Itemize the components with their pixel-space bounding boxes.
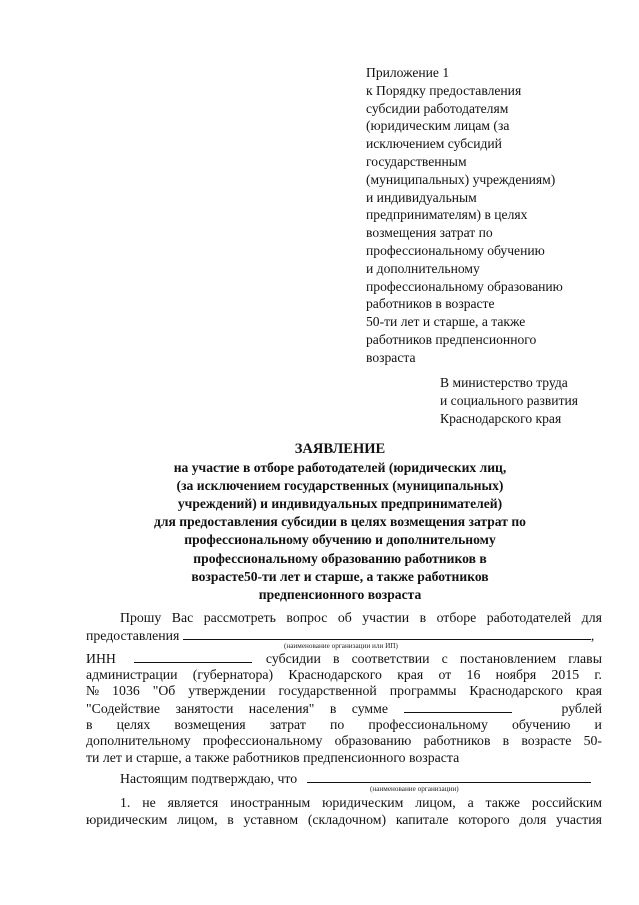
- word: профессиональному: [202, 733, 323, 749]
- word: возрасте: [521, 733, 572, 749]
- word: 2015: [551, 666, 580, 682]
- word: "Содействие: [86, 700, 161, 716]
- word: (складочном): [307, 811, 387, 827]
- title-line: учреждений) и индивидуальных предпринимателей): [177, 496, 503, 512]
- word: целях: [116, 716, 151, 732]
- word: субсидии: [265, 651, 321, 667]
- word: Краснодарского: [469, 683, 563, 699]
- word: государственной: [278, 683, 377, 699]
- word: г.: [594, 666, 602, 682]
- word: в: [419, 610, 427, 625]
- word: затрат: [269, 716, 306, 732]
- word: вопрос: [286, 610, 328, 625]
- appendix-line: 50-ти лет и старше, а также: [366, 314, 526, 330]
- word: лицом,: [415, 794, 456, 810]
- word: в: [227, 811, 234, 827]
- body-line9: ти лет и старше, а также работников предпенсионного возраста: [86, 749, 460, 765]
- title-line: профессиональному обучению и дополнительному: [184, 532, 496, 548]
- word: соответствии: [351, 651, 430, 667]
- addressee-line: В министерство труда: [440, 375, 568, 390]
- word: рассмотреть: [203, 610, 276, 625]
- title-line: для предоставления субсидии в целях возмещения затрат по: [154, 514, 526, 530]
- confirm-label: Настоящим подтверждаю, что: [120, 771, 298, 787]
- amount-line: [86, 700, 602, 717]
- amount-line-start: [86, 701, 388, 718]
- title-line: предпенсионного возраста: [258, 586, 422, 602]
- body-line7: [86, 717, 602, 734]
- word: профессиональному: [368, 716, 488, 732]
- inn-field[interactable]: [134, 650, 252, 663]
- word: утверждении: [188, 683, 266, 699]
- body-line5: [86, 683, 602, 700]
- comma: ,: [590, 627, 595, 643]
- word: (губернатора): [192, 666, 274, 682]
- word: от: [438, 666, 452, 682]
- word: об: [337, 610, 352, 625]
- word: с: [441, 651, 448, 667]
- word: также: [485, 794, 521, 810]
- addressee-line: Краснодарского края: [440, 411, 562, 426]
- word: программы: [389, 683, 457, 699]
- word: которого: [458, 811, 510, 827]
- word: участии: [362, 610, 410, 625]
- word: населения": [248, 700, 315, 716]
- word: сумме: [351, 700, 388, 716]
- appendix-line: профессиональному обучению: [366, 242, 545, 258]
- word: работодателей: [486, 610, 572, 625]
- inn-line: [86, 650, 602, 667]
- appendix-line: и индивидуальным: [366, 189, 477, 205]
- body-line12: [86, 812, 602, 829]
- word: в: [86, 716, 93, 732]
- appendix-line: и дополнительному: [366, 260, 480, 276]
- appendix-line: работников предпенсионного: [366, 331, 537, 347]
- word: капитале: [395, 811, 449, 827]
- confirm-line: [86, 770, 602, 794]
- word: ноября: [495, 666, 537, 682]
- body-line8: [86, 733, 602, 750]
- word: в: [332, 651, 340, 667]
- appendix-line: Приложение 1: [366, 65, 450, 80]
- p1-line2: [86, 627, 602, 650]
- word: отборе: [436, 610, 477, 625]
- word: участия: [556, 811, 602, 827]
- word: дополнительному: [86, 733, 191, 749]
- word: 1036: [112, 683, 140, 699]
- word: иностранным: [230, 794, 311, 810]
- document-title: [80, 440, 600, 604]
- organization-name-field[interactable]: [183, 627, 591, 640]
- title-line: (за исключением государственных (муниципальных): [176, 478, 504, 494]
- p1-line1: [86, 610, 602, 627]
- word: российским: [531, 794, 602, 810]
- word: юридическим: [86, 811, 168, 827]
- word: края: [575, 683, 602, 699]
- word: в: [329, 700, 337, 716]
- organization-field[interactable]: [307, 770, 591, 783]
- word: юридическим: [322, 794, 404, 810]
- appendix-line: исключением субсидий: [366, 136, 502, 152]
- body-line4: [86, 667, 602, 684]
- word: 1.: [120, 794, 131, 810]
- rubles-label: рублей: [561, 700, 602, 716]
- appendix-line: профессиональному образованию: [366, 278, 563, 294]
- word: образованию: [334, 733, 412, 749]
- application-body: [86, 610, 602, 828]
- addressee-line: и социального развития: [440, 393, 579, 408]
- inn-line-rest: [266, 651, 602, 668]
- word: уставном: [243, 811, 299, 827]
- word: в: [502, 733, 510, 749]
- appendix-line: (муниципальных) учреждениям): [366, 171, 556, 187]
- title-subtitle: [80, 459, 600, 604]
- word: 16: [466, 666, 481, 682]
- appendix-line: предпринимателям) в целях: [366, 207, 528, 223]
- provision-label: предоставления: [86, 627, 180, 643]
- word: обучению: [512, 716, 571, 732]
- caption-org-ip: (наименование организации или ИП): [284, 641, 398, 650]
- title-line: профессиональному образованию работников в: [193, 550, 487, 566]
- word: администрации: [86, 666, 178, 682]
- word: работников: [423, 733, 491, 749]
- word: по: [329, 716, 345, 732]
- word: и: [594, 716, 602, 732]
- body-line11: [86, 795, 602, 812]
- appendix-line: государственным: [366, 153, 467, 169]
- word: главы: [568, 651, 602, 667]
- word: постановлением: [459, 651, 557, 667]
- title-line: возрасте50-ти лет и старше, а также работников: [191, 568, 489, 584]
- word: края: [397, 666, 424, 682]
- appendix-line: работников в возрасте: [366, 296, 495, 312]
- word: лицом,: [177, 811, 218, 827]
- word: №: [86, 683, 100, 699]
- word: не: [142, 794, 156, 810]
- word: для: [581, 610, 602, 625]
- title-heading: ЗАЯВЛЕНИЕ: [294, 441, 386, 457]
- word: Прошу: [120, 610, 162, 625]
- inn-label: ИНН: [86, 651, 116, 667]
- appendix-line: возмещения затрат по: [366, 225, 493, 241]
- word: "Об: [152, 683, 176, 699]
- word: возмещения: [174, 716, 246, 732]
- word: доля: [519, 811, 547, 827]
- word: Краснодарского: [288, 666, 382, 682]
- amount-field[interactable]: [404, 700, 512, 713]
- word: а: [467, 794, 474, 810]
- addressee-block: [440, 374, 630, 428]
- word: занятости: [175, 700, 234, 716]
- word: является: [167, 794, 219, 810]
- appendix-line: возраста: [366, 349, 416, 365]
- appendix-line: субсидии работодателям: [366, 100, 509, 116]
- appendix-line: (юридическим лицам (за: [366, 118, 510, 134]
- word: Вас: [171, 610, 194, 625]
- appendix-block: [366, 64, 616, 367]
- caption-org: (наименование организации): [370, 785, 459, 794]
- title-line: на участие в отборе работодателей (юридических лиц,: [173, 460, 507, 476]
- appendix-line: к Порядку предоставления: [366, 82, 522, 98]
- word: 50-: [583, 733, 602, 749]
